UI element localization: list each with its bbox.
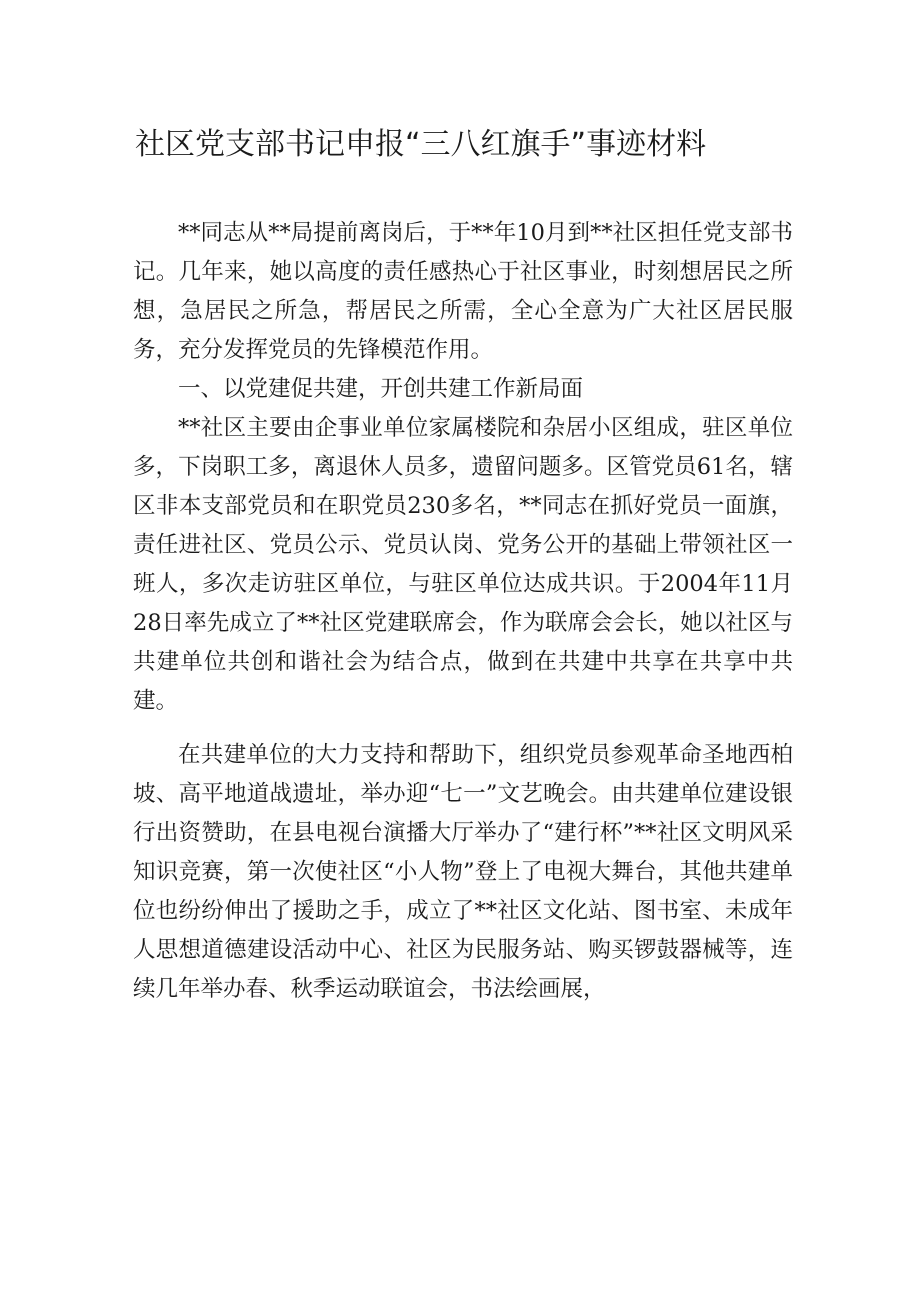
paragraph-joint-building-activities: 在共建单位的大力支持和帮助下，组织党员参观革命圣地西柏坡、高平地道战遗址，举办迎“七一”文艺晚会。由共建单位建设银行出资赞助，在县电视台演播大厅举办了“建行杯”**社区文明风采知识竞赛，第一次使社区“小人物”登上了电视大舞台，其他共建单位也纷纷伸出了援助之手，成立了**社区文化站、图书室、未成年人思想道德建设活动中心、社区为民服务站、购买锣鼓器械等，连续几年举办春、秋季运动联谊会，书法绘画展， (133, 742, 793, 1002)
paragraph-intro: **同志从**局提前离岗后，于**年10月到**社区担任党支部书记。几年来，她以高度的责任感热心于社区事业，时刻想居民之所想，急居民之所急，帮居民之所需，全心全意为广大社区居民服务，充分发挥党员的先锋模范作用。 (133, 220, 793, 363)
section-heading-1: 一、以党建促共建，开创共建工作新局面 (178, 376, 584, 402)
document-title: 社区党支部书记申报“三八红旗手”事迹材料 (135, 127, 707, 162)
document-body (133, 214, 793, 1009)
paragraph-community-overview: **社区主要由企事业单位家属楼院和杂居小区组成，驻区单位多，下岗职工多，离退休人员多，遗留问题多。区管党员61名，辖区非本支部党员和在职党员230多名，**同志在抓好党员一面旗，责任进社区、党员公示、党员认岗、党务公开的基础上带领社区一班人，多次走访驻区单位，与驻区单位达成共识。于2004年11月28日率先成立了**社区党建联席会，作为联席会会长，她以社区与共建单位共创和谐社会为结合点，做到在共建中共享在共享中共建。 (133, 415, 793, 714)
